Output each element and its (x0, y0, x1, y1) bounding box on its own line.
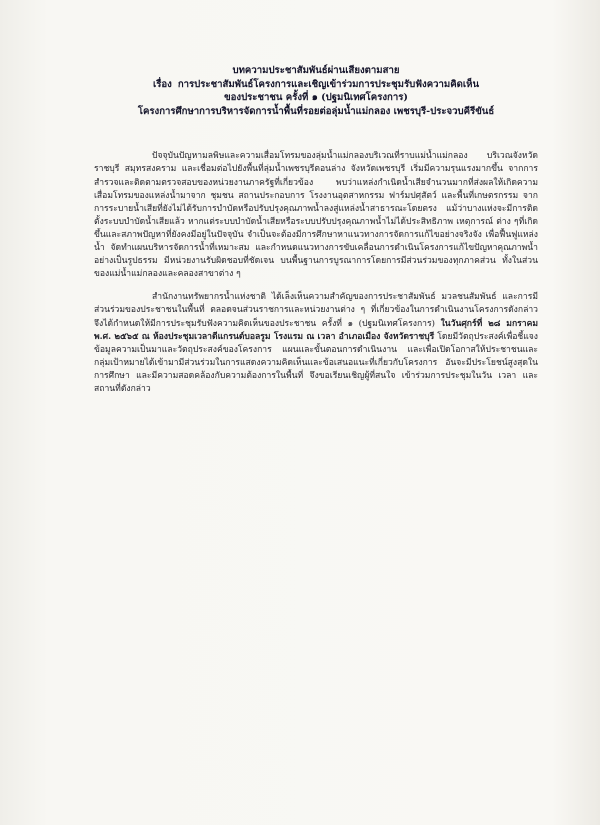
document-content (94, 64, 538, 404)
heading-title: บทความประชาสัมพันธ์ผ่านเสียงตามสาย (232, 65, 400, 76)
heading-meeting-line: ของประชาชน ครั้งที่ ๑ (ปฐมนิเทศโครงการ) (224, 92, 408, 104)
heading-subject-label: เรื่อง (152, 78, 172, 90)
paragraph-background: ปัจจุบันปัญหามลพิษและความเสื่อมโทรมของลุ่มน้ำแม่กลองบริเวณที่ราบแม่น้ำแม่กลอง บริเวณจังหวัดราชบุรี สมุทรสงคราม และเชื่อมต่อไปยังพื้นที่ลุ่มน้ำเพชรบุรีตอนล่าง จังหวัดเพชรบุรี เริ่มมีความรุนแรงมากขึ้น จากการสำรวจและติดตามตรวจสอบของหน่วยงานภาครัฐที่เกี่ยวข้อง พบว่าแหล่งกำเนิดน้ำเสียจำนวนมากที่ส่งผลให้เกิดความเสื่อมโทรมของแหล่งน้ำมาจาก ชุมชน สถานประกอบการ โรงงานอุตสาหกรรม ฟาร์มปศุสัตว์ และพื้นที่เกษตรกรรม จากการระบายน้ำเสียที่ยังไม่ได้รับการบำบัดหรือปรับปรุงคุณภาพน้ำลงสู่แหล่งน้ำสาธารณะโดยตรง แม้ว่าบางแห่งจะมีการติดตั้งระบบบำบัดน้ำเสียแล้ว หากแต่ระบบบำบัดน้ำเสียหรือระบบปรับปรุงคุณภาพน้ำไม่ได้ประสิทธิภาพ เหตุการณ์ ต่าง ๆที่เกิดขึ้นและสภาพปัญหาที่ยังคงมีอยู่ในปัจจุบัน จำเป็นจะต้องมีการศึกษาหาแนวทางการจัดการแก้ไขอย่างจริงจัง เพื่อฟื้นฟูแหล่งน้ำ จัดทำแผนบริหารจัดการน้ำที่เหมาะสม และกำหนดแนวทางการขับเคลื่อนการดำเนินโครงการแก้ไขปัญหาคุณภาพน้ำอย่างเป็นรูปธรรม มีหน่วยงานรับผิดชอบที่ชัดเจน บนพื้นฐานการบูรณาการโดยการมีส่วนร่วมของทุกภาคส่วน ทั้งในส่วนของแม่น้ำแม่กลองและคลองสาขาต่าง ๆ (94, 151, 538, 280)
invitation-details: โดยมีวัตถุประสงค์เพื่อชี้แจงข้อมูลความเป็นมาและวัตถุประสงค์ของโครงการ แผนและขั้นตอนการดำเนินงาน และเพื่อเปิดโอกาสให้ประชาชนและกลุ่มเป้าหมายได้เข้ามามีส่วนร่วมในการแสดงความคิดเห็นและข้อเสนอแนะที่เกี่ยวกับโครงการ อันจะมีประโยชน์สูงสุดในการศึกษา และมีความสอดคล้องกับความต้องการในพื้นที่ จึงขอเรียนเชิญผู้ที่สนใจ เข้าร่วมการประชุมในวัน เวลา และสถานที่ดังกล่าว (94, 331, 538, 394)
document-heading (94, 64, 538, 118)
paragraph-invitation (94, 291, 538, 396)
heading-subject-text: การประชาสัมพันธ์โครงการและเชิญเข้าร่วมการประชุมรับฟังความคิดเห็น (177, 78, 480, 90)
heading-project-name: โครงการศึกษาการบริหารจัดการน้ำพื้นที่รอยต่อลุ่มน้ำแม่กลอง เพชรบุรี-ประจวบคีรีขันธ์ (137, 105, 495, 117)
document-body (94, 150, 538, 396)
meeting-date-venue: ในวันศุกร์ที่ ๒๘ มกราคม พ.ศ. ๒๕๖๕ ณ ห้องประชุมเวลาดีแกรนด์บอลรูม โรงแรม ณ เวลา อำเภอเมือง จังหวัดราชบุรี (94, 318, 539, 342)
heading-subject-line (94, 78, 538, 92)
invitation-intro: สำนักงานทรัพยากรน้ำแห่งชาติ ได้เล็งเห็นความสำคัญของการประชาสัมพันธ์ มวลชนสัมพันธ์ และการมีส่วนร่วมของประชาชนในพื้นที่ ตลอดจนส่วนราชการและหน่วยงานต่าง ๆ ที่เกี่ยวข้องในการดำเนินงานโครงการดังกล่าว จึงได้กำหนดให้มีการประชุมรับฟังความคิดเห็นของประชาชน ครั้งที่ ๑ (ปฐมนิเทศโครงการ) (94, 292, 538, 329)
